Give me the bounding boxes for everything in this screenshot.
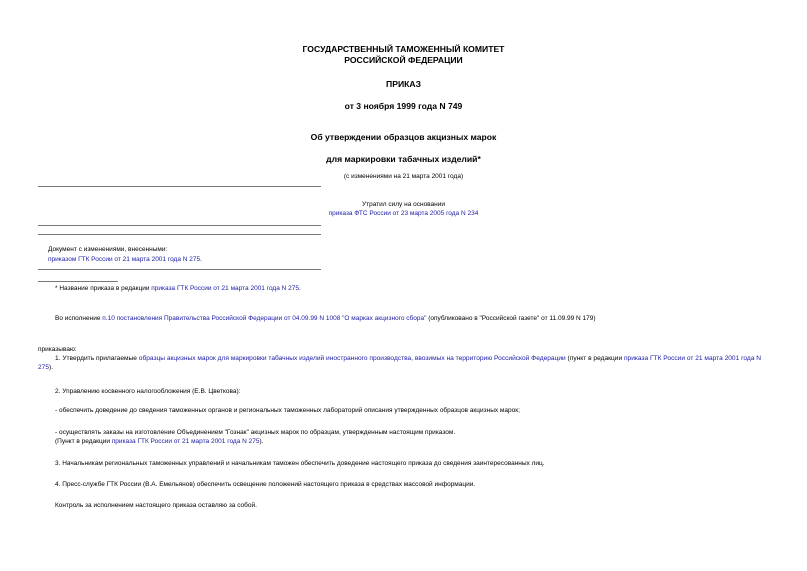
preamble: [55, 314, 596, 323]
doc-date: от 3 ноября 1999 года N 749: [344, 101, 463, 111]
footnote: [55, 284, 301, 293]
divider: [38, 234, 321, 235]
amendments-note: (с изменениями на 21 марта 2001 года): [343, 173, 464, 180]
subject-line-2: для маркировки табачных изделий*: [326, 154, 481, 164]
item-1-link[interactable]: образцы акцизных марок для маркировки табачных изделий иностранного производства, ввозимых на территорию Российской Федерации: [138, 355, 566, 362]
item-2b-note-suffix: ).: [259, 438, 264, 445]
committee-line-1: ГОСУДАРСТВЕННЫЙ ТАМОЖЕННЫЙ КОМИТЕТ: [302, 44, 505, 54]
item-2b-note-prefix: (Пункт в редакции: [55, 438, 112, 445]
footnote-link[interactable]: приказа ГТК России от 21 марта 2001 года N 275: [151, 285, 299, 292]
committee-line-2: РОССИЙСКОЙ ФЕДЕРАЦИИ: [344, 55, 463, 65]
preamble-prefix: Во исполнение: [55, 315, 103, 322]
divider: [38, 269, 321, 270]
amended-by-link[interactable]: приказом ГТК России от 21 марта 2001 года N 275: [48, 256, 201, 263]
amended-by-suffix: .: [200, 256, 202, 263]
divider: [38, 186, 321, 187]
item-3: 3. Начальникам региональных таможенных управлений и начальникам таможен обеспечить доведение настоящего приказа до сведения заинтересованных лиц.: [55, 460, 545, 467]
item-2b-note-link[interactable]: приказа ГТК России от 21 марта 2001 года N 275: [111, 438, 260, 445]
divider: [38, 225, 321, 226]
invalid-status-row: [0, 209, 807, 218]
subject-line-1: Об утверждении образцов акцизных марок: [310, 132, 497, 142]
invalid-status-link[interactable]: приказа ФТС России от 23 марта 2005 года N 234: [328, 210, 479, 217]
item-2b: - осуществлять заказы на изготовление Объединением "Гознак" акцизных марок по образцам, утвержденным настоящим приказом.: [55, 429, 456, 436]
amended-by-row: [48, 255, 202, 264]
footnote-suffix: .: [299, 285, 301, 292]
item-1-mid: (пункт в редакции: [565, 355, 624, 362]
item-1: [38, 354, 768, 373]
footnote-divider: [38, 281, 118, 282]
preamble-link[interactable]: п.10 постановления Правительства Российской Федерации от 04.09.99 N 1008 "О марках акцизного сбора": [102, 315, 427, 322]
item-1-end: ).: [49, 364, 54, 372]
item-2: 2. Управлению косвенного налогообложения (Е.В. Цветкова):: [55, 388, 241, 395]
item-2b-note: [55, 437, 263, 446]
order-word: приказываю:: [38, 346, 77, 353]
footnote-prefix: * Название приказа в редакции: [55, 285, 152, 292]
item-4: 4. Пресс-службе ГТК России (В.А. Емельянов) обеспечить освещение положений настоящего приказа в средствах массовой информации.: [55, 481, 476, 488]
item-5: Контроль за исполнением настоящего приказа оставляю за собой.: [55, 502, 257, 509]
item-1-amend-link[interactable]: приказа ГТК России от 21 марта 2001 года N 275: [38, 355, 761, 372]
amended-by-label: Документ с изменениями, внесенными:: [48, 246, 168, 253]
doc-type: ПРИКАЗ: [386, 79, 421, 89]
item-2a: - обеспечить доведение до сведения таможенных органов и региональных таможенных лабораторий описания утвержденных образцов акцизных марок;: [55, 407, 520, 414]
invalid-status-text: Утратил силу на основании: [361, 201, 446, 208]
item-1-prefix: 1. Утвердить прилагаемые: [55, 355, 139, 362]
preamble-suffix: (опубликовано в "Российской газете" от 11.09.99 N 179): [426, 315, 596, 322]
